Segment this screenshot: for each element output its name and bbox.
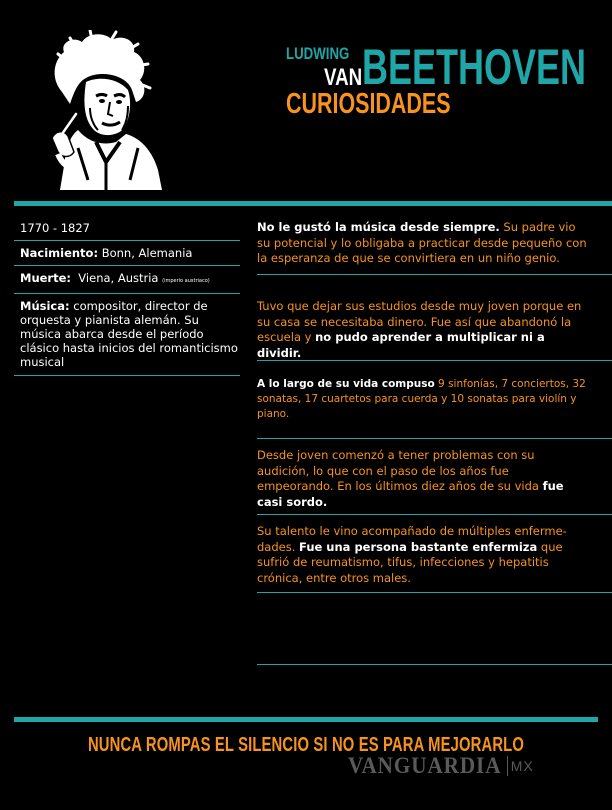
bio-panel	[14, 216, 240, 376]
fact-2-text: Tuvo que dejar sus estudios desde muy joven porque en su casa se necesitaba dinero. Fue así que abandonó la escuela y	[257, 299, 582, 344]
fact-empty-divider	[257, 593, 612, 665]
title-block	[286, 40, 586, 130]
bio-birth-value: Bonn, Alemania	[98, 246, 193, 260]
footer-quote: NUNCA ROMPAS EL SILENCIO SI NO ES PARA MEJORARLO	[87, 734, 525, 756]
bio-music-row	[14, 294, 240, 376]
fact-3-highlight: A lo largo de su vida compuso	[257, 378, 435, 390]
title-beethoven: BEETHOVEN	[362, 39, 587, 95]
bio-birth-label: Nacimiento:	[20, 246, 99, 260]
facts-panel	[257, 218, 612, 665]
bio-music-value: compositor, director de orquesta y pianista alemán. Su música abarca desde el período clásico hasta inicios del romanticismo musical	[20, 299, 238, 369]
logo-suffix-text: MX	[510, 758, 534, 774]
fact-3-text: 9 sinfonías, 7 conciertos, 32 sonatas, 17 cuartetos para cuerda y 10 sonatas para violín y piano.	[257, 378, 586, 420]
fact-item	[257, 275, 612, 361]
top-divider-bar	[14, 201, 612, 206]
fact-item	[257, 515, 612, 593]
fact-4-text: Desde joven comenzó a tener problemas con su audición, lo que con el paso de los años fue empeorando. En los últimos diez años de su vida	[257, 448, 543, 493]
bio-years: 1770 - 1827	[20, 221, 90, 235]
fact-1-text: Su padre vio su potencial y lo obligaba a practicar desde pequeño con la esperanza de que se convirtiera en un niño genio.	[257, 220, 587, 265]
fact-5-text: Su talento le vino acompañado de múltiples enferme-dades.	[257, 524, 567, 554]
bio-death-value: Viena, Austria	[71, 271, 163, 285]
bio-death-note: (imperio austriaco)	[162, 278, 210, 284]
fact-item	[257, 218, 612, 275]
bio-music-label: Música:	[20, 299, 70, 313]
fact-item	[257, 439, 612, 515]
fact-5-highlight: Fue una persona bastante enfermiza	[299, 539, 538, 554]
fact-4-highlight: fue casi sordo.	[257, 479, 564, 509]
logo-main-text: VANGUARDIA	[348, 753, 502, 778]
fact-1-highlight: No le gustó la música desde siempre.	[257, 220, 500, 234]
fact-2-highlight: no pudo aprender a multiplicar ni a dividir.	[257, 330, 545, 360]
bio-death-row	[14, 266, 240, 294]
bio-death-label: Muerte:	[20, 271, 71, 285]
beethoven-portrait-icon	[40, 30, 170, 190]
subtitle-curiosidades: CURIOSIDADES	[286, 88, 451, 120]
logo-separator	[507, 756, 508, 776]
bio-years-row	[14, 216, 240, 241]
fact-item	[257, 361, 612, 439]
title-van: VAN	[324, 64, 363, 91]
fact-5-text-end: que sufrió de reumatismo, tifus, infecciones y hepatitis crónica, entre otros males.	[257, 539, 563, 585]
title-ludwig: LUDWING	[286, 44, 350, 63]
vanguardia-logo	[348, 754, 534, 778]
bottom-divider-bar	[14, 717, 598, 722]
bio-birth-row	[14, 241, 240, 266]
